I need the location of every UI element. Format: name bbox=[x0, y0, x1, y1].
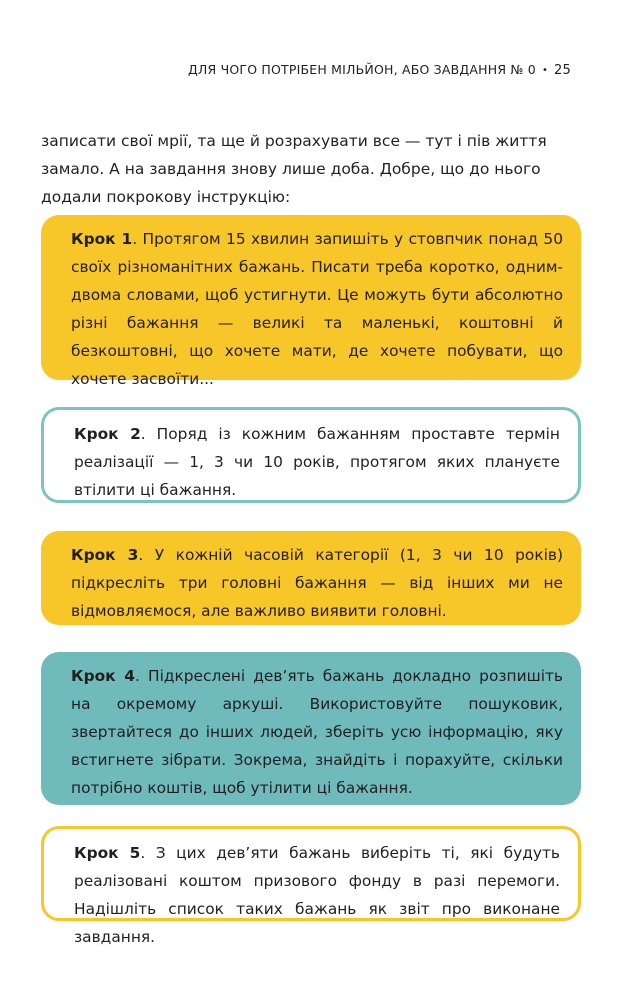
running-title: ДЛЯ ЧОГО ПОТРІБЕН МІЛЬЙОН, АБО ЗАВДАННЯ № 0 bbox=[187, 62, 536, 77]
header-separator: • bbox=[541, 65, 549, 76]
step-4-text: . Підкреслені дев’ять бажань докладно розпишіть на окремому аркуші. Використовуйте пошуковик, звертайтеся до інших людей, зберіть усю інформацію, яку встигнете зібрати. Зокрема, знайдіть і порахуйте, скільки потрібно коштів, щоб утілити ці бажання. bbox=[71, 667, 564, 797]
page-number: 25 bbox=[554, 63, 571, 78]
step-2-text: . Поряд із кожним бажанням проставте термін реалізації — 1, 3 чи 10 років, протягом яких плануєте втілити ці бажання. bbox=[74, 425, 560, 499]
step-4-label: Крок 4 bbox=[71, 667, 135, 685]
step-2-box bbox=[41, 407, 581, 503]
step-2-label: Крок 2 bbox=[74, 425, 141, 443]
step-1-text: . Протягом 15 хвилин запишіть у стовпчик понад 50 своїх різноманітних бажань. Писати треба коротко, одним-двома словами, щоб устигнути. Це можуть бути абсолютно різні бажання — великі та маленькі, коштовні й безкоштовні, що хочете мати, де хочете побувати, що хочете засвоїти... bbox=[71, 230, 563, 388]
intro-paragraph: записати свої мрії, та ще й розрахувати все — тут і пів життя замало. А на завдання знову лише доба. Добре, що до нього додали покрокову інструкцію: bbox=[41, 132, 547, 206]
step-3-text: . У кожній часовій категорії (1, 3 чи 10 років) підкресліть три головні бажання — від інших ми не відмовляємося, але важливо виявити головні. bbox=[71, 546, 564, 620]
step-1-label: Крок 1 bbox=[71, 230, 133, 248]
step-1-box bbox=[41, 215, 581, 388]
step-3-label: Крок 3 bbox=[71, 546, 139, 564]
step-5-box bbox=[41, 826, 581, 946]
step-4-box bbox=[41, 652, 581, 805]
running-header bbox=[188, 62, 571, 78]
step-5-label: Крок 5 bbox=[74, 844, 141, 862]
step-5-text: . З цих дев’яти бажань виберіть ті, які будуть реалізовані коштом призового фонду в разі перемоги. Надішліть список таких бажань як звіт про виконане завдання. bbox=[74, 844, 560, 946]
step-3-box bbox=[41, 531, 581, 625]
